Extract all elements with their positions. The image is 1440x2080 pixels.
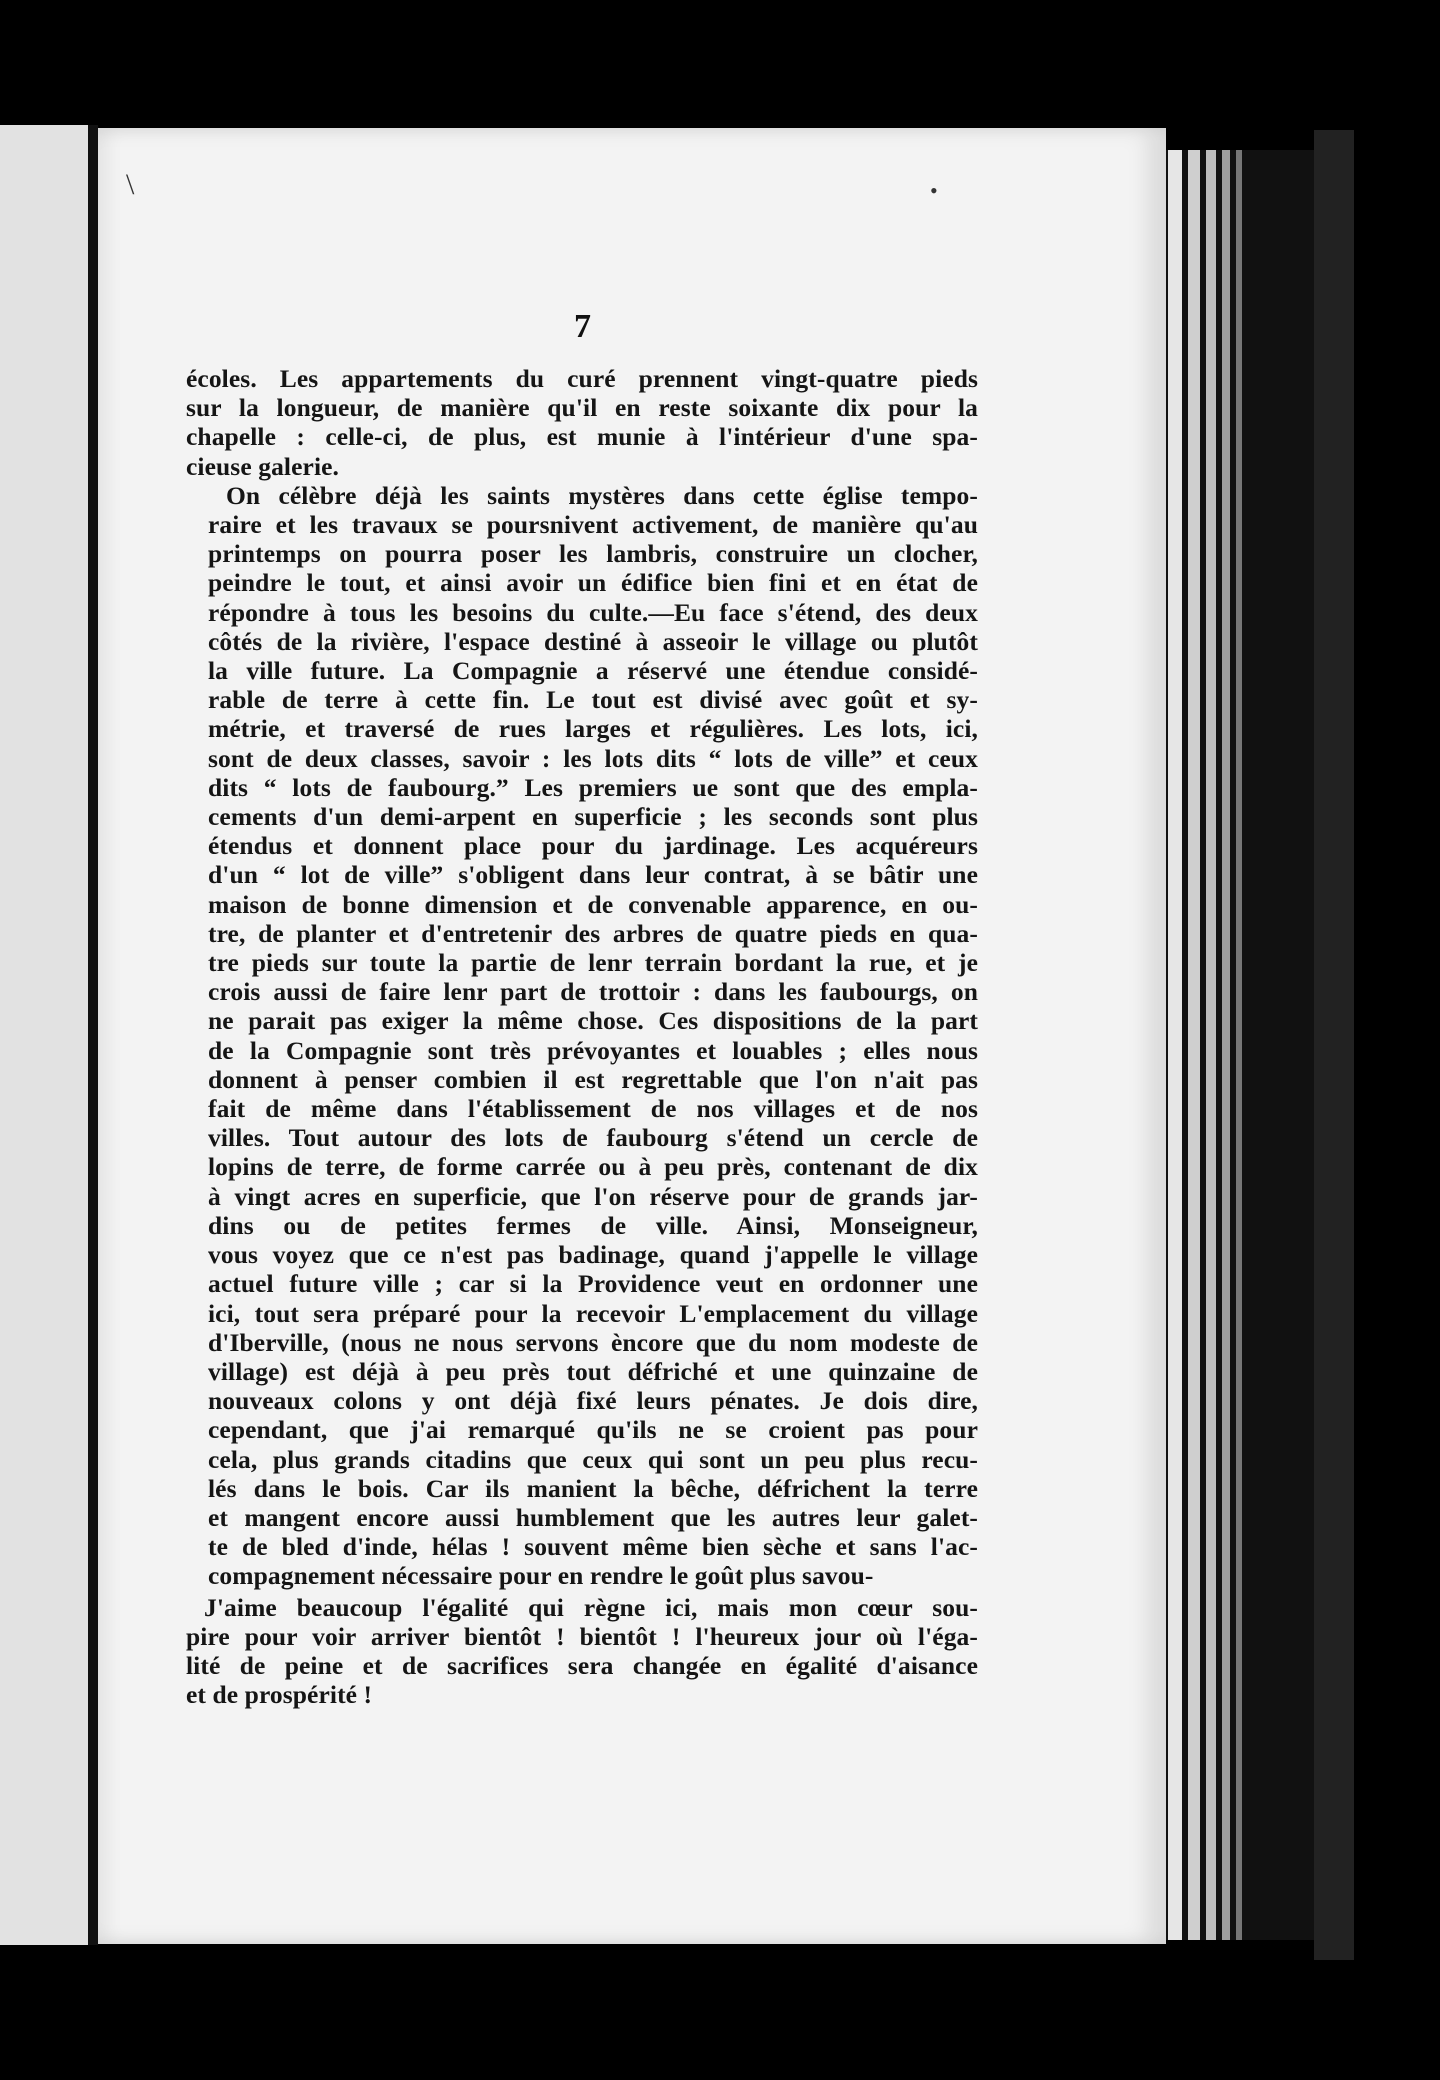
- page-edge: [1222, 150, 1230, 1940]
- text-line: cela, plus grands citadins que ceux qui sont un peu plus recu-: [208, 1444, 978, 1474]
- book-binding: [1314, 130, 1354, 1960]
- text-line: crois aussi de faire lenr part de trottoir : dans les faubourgs, on: [208, 977, 978, 1007]
- text-line: écoles. Les appartements du curé prennent vingt-quatre pieds: [186, 364, 978, 393]
- page-gutter: [88, 125, 98, 1945]
- text-line: d'Iberville, (nous ne nous servons èncore que du nom modeste de: [208, 1327, 978, 1357]
- text-line: à vingt acres en superficie, que l'on réserve pour de grands jar-: [208, 1181, 978, 1211]
- text-line: sur la longueur, de manière qu'il en reste soixante dix pour la: [186, 393, 978, 423]
- page-edge: [1206, 150, 1216, 1940]
- text-line: dins ou de petites fermes de ville. Ainsi, Monseigneur,: [208, 1210, 978, 1240]
- text-line: sont de deux classes, savoir : les lots dits “ lots de ville” et ceux: [208, 743, 978, 773]
- text-line: chapelle : celle-ci, de plus, est munie à l'intérieur d'une spa-: [186, 422, 978, 452]
- text-line: lopins de terre, de forme carrée ou à peu près, contenant de dix: [208, 1152, 978, 1182]
- text-line: peindre le tout, et ainsi avoir un édifice bien fini et en état de: [208, 568, 978, 598]
- text-line: et de prospérité !: [186, 1680, 373, 1710]
- text-line: cieuse galerie.: [186, 451, 340, 481]
- text-line: pire pour voir arriver bientôt ! bientôt ! l'heureux jour où l'éga-: [186, 1621, 978, 1651]
- text-line: On célèbre déjà les saints mystères dans cette église tempo-: [226, 480, 978, 510]
- text-line: maison de bonne dimension et de convenable apparence, en ou-: [208, 889, 978, 919]
- text-line: lité de peine et de sacrifices sera changée en égalité d'aisance: [186, 1650, 978, 1680]
- text-line: villes. Tout autour des lots de faubourg s'étend un cercle de: [208, 1123, 978, 1153]
- text-line: rable de terre à cette fin. Le tout est divisé avec goût et sy-: [208, 685, 978, 715]
- text-line: vous voyez que ce n'est pas badinage, quand j'appelle le village: [208, 1240, 978, 1270]
- paragraph-2: [186, 481, 978, 1591]
- text-line: raire et les travaux se poursnivent activement, de manière qu'au: [208, 510, 978, 540]
- text-line: répondre à tous les besoins du culte.—Eu face s'étend, des deux: [208, 597, 978, 627]
- text-line: nouveaux colons y ont déjà fixé leurs pénates. Je dois dire,: [208, 1386, 978, 1416]
- text-line: village) est déjà à peu près tout défriché et une quinzaine de: [208, 1356, 978, 1386]
- text-line: dits “ lots de faubourg.” Les premiers ue sont que des empla-: [208, 772, 978, 802]
- page-edge: [1168, 150, 1182, 1940]
- previous-page-edge: [0, 125, 88, 1945]
- text-line: lés dans le bois. Car ils manient la bêche, défrichent la terre: [208, 1473, 978, 1503]
- book-page: [98, 128, 1166, 1944]
- text-line: tre, de planter et d'entretenir des arbres de quatre pieds en qua-: [208, 918, 978, 948]
- text-line: J'aime beaucoup l'égalité qui règne ici, mais mon cœur sou-: [204, 1592, 978, 1622]
- paragraph-3: [186, 1593, 978, 1710]
- text-line: métrie, et traversé de rues larges et régulières. Les lots, ici,: [208, 714, 978, 744]
- text-line: actuel future ville ; car si la Providence veut en ordonner une: [208, 1269, 978, 1299]
- text-line: cependant, que j'ai remarqué qu'ils ne se croient pas pour: [208, 1415, 978, 1445]
- text-line: tre pieds sur toute la partie de lenr terrain bordant la rue, et je: [208, 948, 978, 978]
- text-line: compagnement nécessaire pour en rendre le goût plus savou-: [208, 1561, 874, 1591]
- text-line: printemps on pourra poser les lambris, construire un clocher,: [208, 539, 978, 569]
- page-edges: [1166, 150, 1314, 1940]
- text-line: de la Compagnie sont très prévoyantes et louables ; elles nous: [208, 1035, 978, 1065]
- body-text: [186, 364, 978, 1709]
- text-line: cements d'un demi-arpent en superficie ; les seconds sont plus: [208, 802, 978, 832]
- text-line: étendus et donnent place pour du jardinage. Les acquéreurs: [208, 831, 978, 861]
- text-line: te de bled d'inde, hélas ! souvent même bien sèche et sans l'ac-: [208, 1532, 978, 1562]
- text-line: d'un “ lot de ville” s'obligent dans leur contrat, à se bâtir une: [208, 860, 978, 890]
- text-line: la ville future. La Compagnie a réservé une étendue considé-: [208, 656, 978, 686]
- paragraph-1: [186, 364, 978, 481]
- text-line: ici, tout sera préparé pour la recevoir L'emplacement du village: [208, 1298, 978, 1328]
- margin-mark: •: [930, 178, 938, 203]
- text-line: donnent à penser combien il est regrettable que l'on n'ait pas: [208, 1064, 978, 1094]
- margin-mark: \: [126, 168, 135, 201]
- text-line: fait de même dans l'établissement de nos villages et de nos: [208, 1094, 978, 1124]
- page-edge: [1188, 150, 1200, 1940]
- text-line: ne parait pas exiger la même chose. Ces dispositions de la part: [208, 1006, 978, 1036]
- text-line: côtés de la rivière, l'espace destiné à asseoir le village ou plutôt: [208, 626, 978, 656]
- text-line: et mangent encore aussi humblement que les autres leur galet-: [208, 1502, 978, 1532]
- page-number: 7: [574, 308, 591, 345]
- page-edge: [1236, 150, 1242, 1940]
